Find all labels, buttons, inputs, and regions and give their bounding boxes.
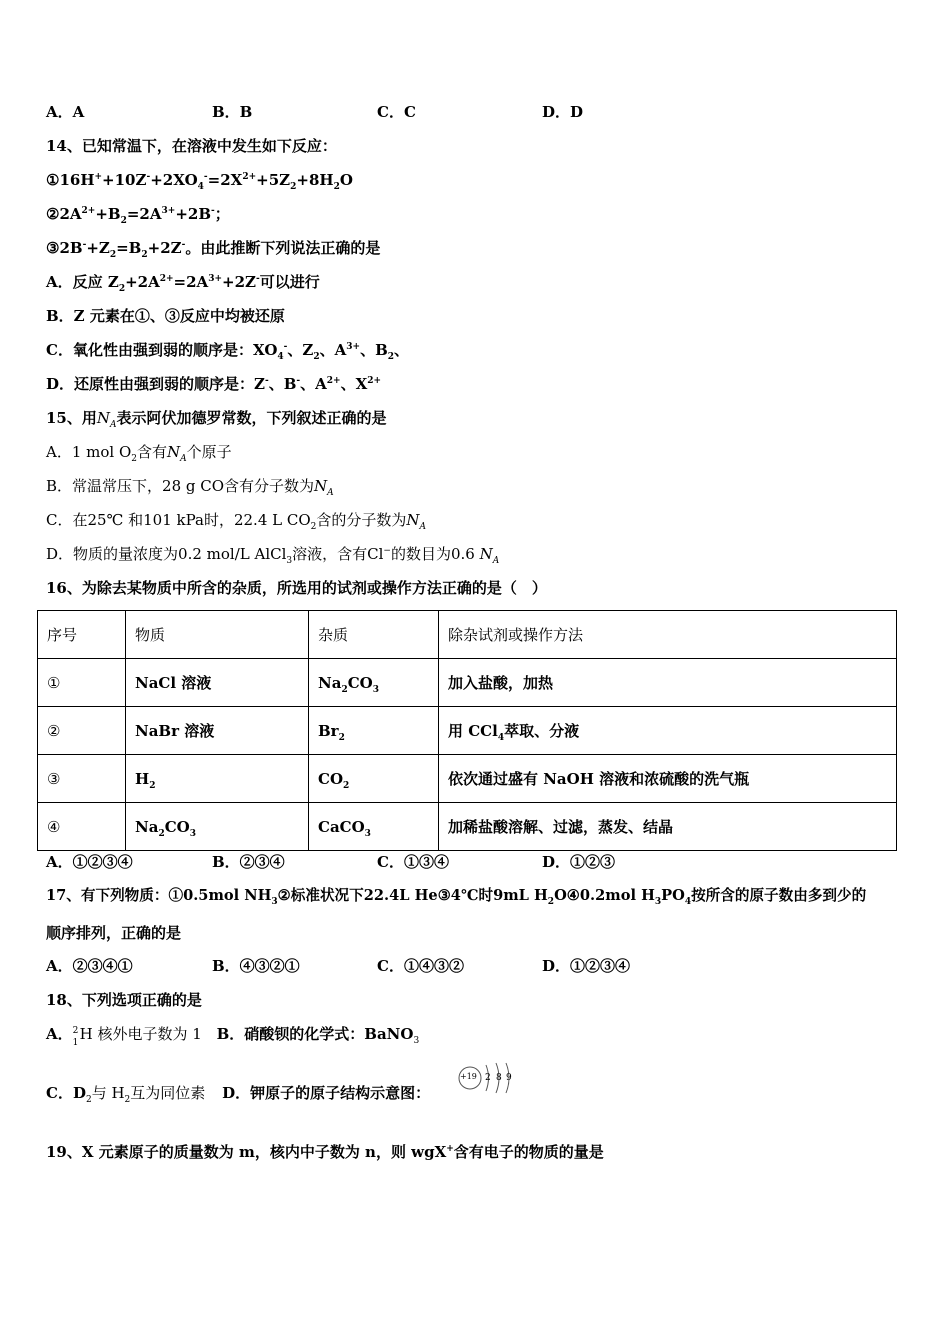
table-row: [38, 659, 897, 707]
shell-3-count: 9: [506, 1073, 512, 1083]
q18-options-cd: C．$D_2$与 $H_2$互为同位素 D．钾原子的原子结构示意图：: [46, 1084, 431, 1105]
q14-reaction-1: $①16H^++10Z^-+2XO_4^-=2X^{2+}+5Z_2+8H_2O$: [46, 171, 353, 192]
nucleus-label: +19: [460, 1072, 477, 1081]
q17-stem-line2: 顺序排列，正确的是: [46, 924, 182, 942]
q14-option-c: C．氧化性由强到弱的顺序是：$XO_4^-$、$Z_2$、$A^{3+}$、$B_2$、: [46, 341, 410, 362]
table-row: [38, 707, 897, 755]
q14-reaction-2: $②2A^{2+}+B_2=2A^{3+}+2B^-$；: [46, 205, 230, 226]
table-cell: $H_2$: [126, 755, 309, 803]
q17-stem: 17、有下列物质：①0.5mol $NH_3②$标准状况下22.4L He③4℃时9mL $H_2O④0.2mol$ $H_3PO_4$按所含的原子数由多到少的: [46, 887, 867, 907]
table-cell: 依次通过盛有 NaOH 溶液和浓硫酸的洗气瓶: [439, 755, 897, 803]
header-cell: 序号: [38, 611, 126, 659]
table-cell: $Na_2CO_3$: [126, 803, 309, 851]
q13-option-b: B．B: [212, 103, 253, 121]
q15-option-d: D．物质的量浓度为0.2 mol/L AlCl$_3$溶液，含有Cl−的数目为0.6 $N_A$: [46, 545, 500, 566]
q15-option-b: B．常温常压下，28 g CO含有分子数为$N_A$: [46, 477, 334, 498]
q17-option-c: C．①④③②: [377, 957, 464, 975]
table-cell: NaBr 溶液: [126, 707, 309, 755]
q16-option-a: A．①②③④: [46, 853, 133, 871]
shell-2-count: 8: [496, 1073, 502, 1083]
q13-option-d: D．D: [542, 103, 584, 121]
table-cell: ④: [38, 803, 126, 851]
q14-stem: 14、已知常温下，在溶液中发生如下反应：: [46, 137, 337, 155]
potassium-atom-diagram: [456, 1060, 518, 1096]
q13-option-c: C．C: [377, 103, 416, 121]
table-cell: 加稀盐酸溶解、过滤，蒸发、结晶: [439, 803, 897, 851]
q18-stem: 18、下列选项正确的是: [46, 991, 202, 1009]
q15-stem: 15、用$N_A$表示阿伏加德罗常数，下列叙述正确的是: [46, 409, 387, 430]
header-cell: 杂质: [309, 611, 439, 659]
table-cell: 加入盐酸，加热: [439, 659, 897, 707]
shell-1-count: 2: [485, 1073, 491, 1083]
q16-option-c: C．①③④: [377, 853, 449, 871]
table-row: [38, 755, 897, 803]
q16-option-b: B．②③④: [212, 853, 285, 871]
q16-option-d: D．①②③: [542, 853, 616, 871]
table-cell: CaCO$_3$: [309, 803, 439, 851]
table-cell: ②: [38, 707, 126, 755]
q17-option-d: D．①②③④: [542, 957, 631, 975]
q15-option-c: C．在25℃ 和101 kPa时，22.4 L $CO_2$含的分子数为$N_A$: [46, 511, 427, 532]
table-cell: NaCl 溶液: [126, 659, 309, 707]
q19-stem: 19、X 元素原子的质量数为 m，核内中子数为 n，则 wgX+含有电子的物质的量是: [46, 1143, 604, 1161]
header-cell: 除杂试剂或操作方法: [439, 611, 897, 659]
q14-reaction-3: $③2B^-+Z_2=B_2+2Z^-$。由此推断下列说法正确的是: [46, 239, 381, 260]
q14-option-d: D．还原性由强到弱的顺序是：Z-、B-、$A^{2+}$、$X^{2+}$: [46, 375, 382, 393]
table-row: [38, 803, 897, 851]
q13-option-a: A．A: [46, 103, 85, 121]
q14-option-b: B．Z 元素在①、③反应中均被还原: [46, 307, 285, 325]
table-cell: ③: [38, 755, 126, 803]
table-cell: ①: [38, 659, 126, 707]
q15-option-a: A．1 mol $O_2$含有$N_A$个原子: [46, 443, 232, 464]
q17-option-b: B．④③②①: [212, 957, 300, 975]
header-cell: 物质: [126, 611, 309, 659]
table-cell: $Br_2$: [309, 707, 439, 755]
table-cell: $Na_2CO_3$: [309, 659, 439, 707]
table-header-row: [38, 611, 897, 659]
q16-table: [37, 610, 897, 851]
q18-options-ab: A． 2 1 H 核外电子数为 1 B．硝酸钡的化学式：BaNO$_3$: [46, 1025, 420, 1048]
q17-option-a: A．②③④①: [46, 957, 133, 975]
q14-option-a: A．反应 $Z_2+2A^{2+}=2A^{3+}+2Z^-$可以进行: [46, 273, 320, 294]
table-cell: 用 CCl$_4$萃取、分液: [439, 707, 897, 755]
q16-stem: 16、为除去某物质中所含的杂质，所选用的试剂或操作方法正确的是（ ）: [46, 579, 547, 597]
table-cell: $CO_2$: [309, 755, 439, 803]
